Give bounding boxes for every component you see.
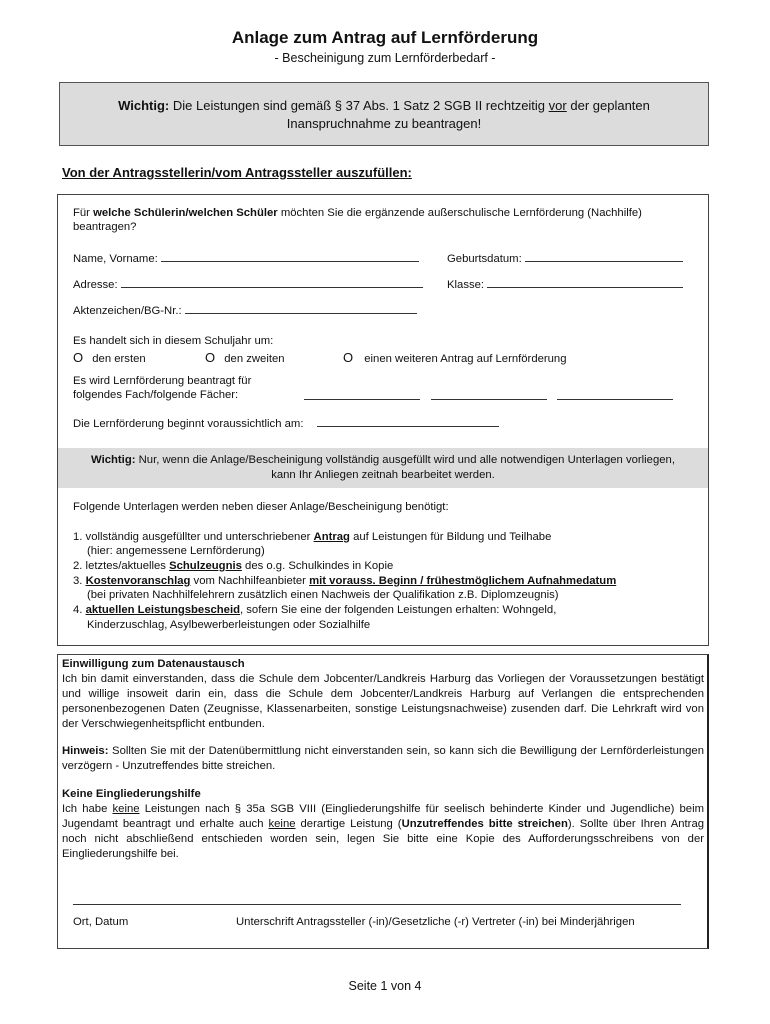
radio-circle-icon: O xyxy=(343,350,354,365)
option-first[interactable]: O den ersten xyxy=(73,350,146,365)
doc-item-3-sub: (bei privaten Nachhilfelehrern zusätzlich einen Nachweis der Qualifikation z.B. Diplomzeugnis) xyxy=(87,589,559,601)
option-further[interactable]: O einen weiteren Antrag auf Lernförderung xyxy=(343,350,567,365)
option-second[interactable]: O den zweiten xyxy=(205,350,285,365)
warning-line2: kann Ihr Anliegen zeitnah bearbeitet werden. xyxy=(271,469,495,481)
start-date-field[interactable]: Die Lernförderung beginnt voraussichtlich am: xyxy=(73,415,499,432)
page-subtitle: - Bescheinigung zum Lernförderbedarf - xyxy=(274,51,496,65)
notice-text-end: der geplanten xyxy=(570,98,650,113)
radio-circle-icon: O xyxy=(73,350,84,365)
integration-aid-heading: Keine Eingliederungshilfe xyxy=(62,788,201,800)
notice-text: Die Leistungen sind gemäß § 37 Abs. 1 Satz 2 SGB II rechtzeitig xyxy=(172,98,546,113)
file-number-field[interactable]: Aktenzeichen/BG-Nr.: xyxy=(73,302,417,319)
signature-label: Unterschrift Antragssteller (-in)/Gesetzliche (-r) Vertreter (-in) bei Minderjährigen xyxy=(236,916,635,928)
birthdate-field[interactable]: Geburtsdatum: xyxy=(447,250,683,267)
consent-text: Ich bin damit einverstanden, dass die Schule dem Jobcenter/Landkreis Harburg das Vorliegen der Voraussetzungen bestätigt und willige insoweit darin ein, dass die Schule dem Jobcenter/Landkreis Harburg auf Verlangen die entsprechenden personenbezogenen Daten (Zeugnisse, Klassenarbeiten, sonstige Leistungsnachweise) zusenden darf. Die Lehrkraft wird von der Verschwiegenheitspflicht entbunden. xyxy=(62,673,704,730)
subject-line2: folgendes Fach/folgende Fächer: xyxy=(73,389,239,401)
signature-line[interactable] xyxy=(73,904,681,905)
subject-line1: Es wird Lernförderung beantragt für xyxy=(73,375,252,387)
doc-item-1-sub: (hier: angemessene Lernförderung) xyxy=(87,545,265,557)
integration-aid-text: Ich habe keine Leistungen nach § 35a SGB VIII (Eingliederungshilfe für seelisch behinderte Kinder und Jugendliche) beim Jugendamt beantragt und erhalte auch keine derartige Leistung (Unzutreffendes bitte streichen). Sollte über Ihren Antrag noch nicht abschließend entschieden worden sein, legen Sie bitte eine Kopie des Aufforderungsschreibens von der Eingliederungshilfe bei. xyxy=(62,803,705,860)
section-heading: Von der Antragsstellerin/vom Antragssteller auszufüllen: xyxy=(62,165,412,180)
warning-line1: Wichtig: Nur, wenn die Anlage/Bescheinigung vollständig ausgefüllt wird und alle notwendigen Unterlagen vorliegen, xyxy=(91,454,675,466)
subject-blank-1[interactable] xyxy=(304,388,420,400)
doc-item-3: 3. Kostenvoranschlag vom Nachhilfeanbieter mit vorauss. Beginn / frühestmöglichem Aufnahmedatum xyxy=(73,575,617,587)
subject-blank-2[interactable] xyxy=(431,388,547,400)
class-field[interactable]: Klasse: xyxy=(447,276,683,293)
hint-paragraph: Hinweis: Sollten Sie mit der Datenübermittlung nicht einverstanden sein, so kann sich die Bewilligung der Lernförderleistungen verzögern - Unzutreffendes bitte streichen. xyxy=(62,745,704,772)
page-title: Anlage zum Antrag auf Lernförderung xyxy=(231,28,539,47)
doc-item-4-sub: Kinderzuschlag, Asylbewerberleistungen oder Sozialhilfe xyxy=(87,619,371,631)
important-notice xyxy=(59,82,709,146)
address-field[interactable]: Adresse: xyxy=(73,276,423,293)
name-field[interactable]: Name, Vorname: xyxy=(73,250,419,267)
subject-blank-3[interactable] xyxy=(557,388,673,400)
doc-item-2: 2. letztes/aktuelles Schulzeugnis des o.g. Schulkindes in Kopie xyxy=(73,560,394,572)
doc-item-4: 4. aktuellen Leistungsbescheid, sofern Sie eine der folgenden Leistungen erhalten: Wohngeld, xyxy=(73,604,557,616)
radio-circle-icon: O xyxy=(205,350,216,365)
place-date-label: Ort, Datum xyxy=(73,916,129,928)
intro-line2: beantragen? xyxy=(73,221,137,233)
page-number: Seite 1 von 4 xyxy=(348,979,422,993)
notice-label: Wichtig: xyxy=(118,98,170,113)
notice-line2: Inanspruchnahme zu beantragen! xyxy=(286,116,482,131)
notice-vor: vor xyxy=(548,98,567,113)
consent-heading: Einwilligung zum Datenaustausch xyxy=(62,658,245,670)
year-question: Es handelt sich in diesem Schuljahr um: xyxy=(73,335,274,347)
doc-item-1: 1. vollständig ausgefüllter und unterschriebener Antrag auf Leistungen für Bildung und Teilhabe xyxy=(73,531,552,543)
docs-intro: Folgende Unterlagen werden neben dieser Anlage/Bescheinigung benötigt: xyxy=(73,501,449,513)
intro-line1: Für welche Schülerin/welchen Schüler möchten Sie die ergänzende außerschulische Lernförderung (Nachhilfe) xyxy=(73,207,642,219)
